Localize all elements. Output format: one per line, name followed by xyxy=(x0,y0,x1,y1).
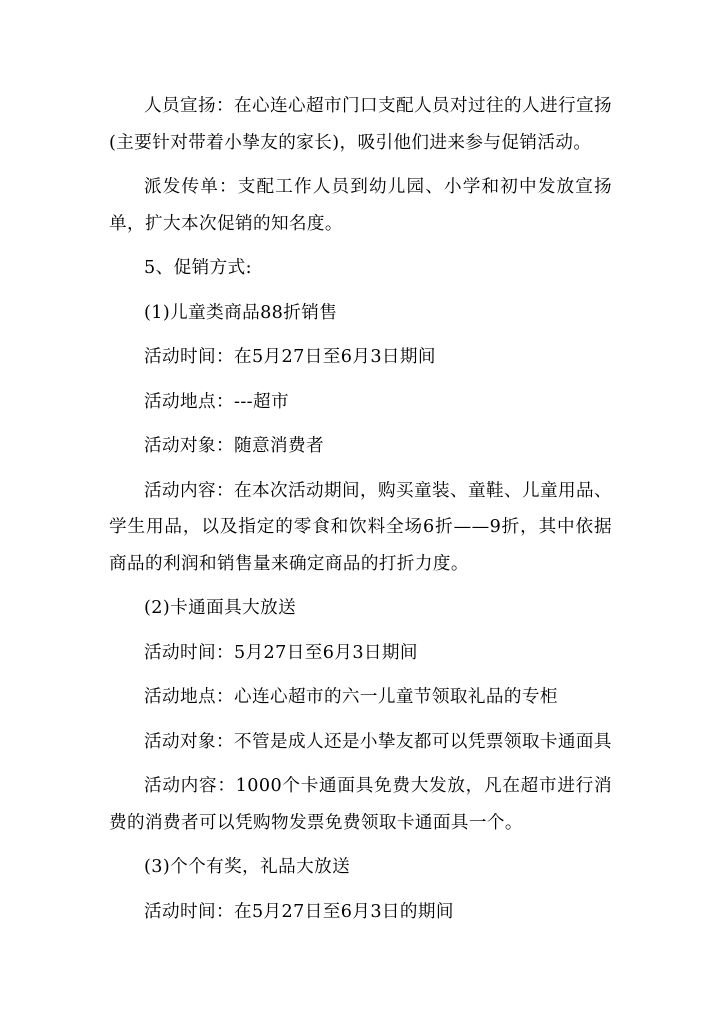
paragraph-activity-content-1: 活动内容：在本次活动期间，购买童装、童鞋、儿童用品、学生用品，以及指定的零食和饮料全场6折——9折，其中依据商品的利润和销售量来确定商品的打折力度。 xyxy=(109,480,612,574)
section-heading-promotion-methods: 5、促销方式: xyxy=(144,258,252,278)
subheading-cartoon-mask-giveaway: (2)卡通面具大放送 xyxy=(144,598,297,618)
paragraph-activity-target-2: 活动对象：不管是成人还是小挚友都可以凭票领取卡通面具 xyxy=(144,731,612,752)
subheading-childrens-discount: (1)儿童类商品88折销售 xyxy=(144,302,338,323)
paragraph-activity-location-2: 活动地点：心连心超市的六一儿童节领取礼品的专柜 xyxy=(144,687,558,707)
paragraph-activity-location-1: 活动地点：---超市 xyxy=(144,391,289,412)
paragraph-activity-time-3: 活动时间：在5月27日至6月3日的期间 xyxy=(144,901,454,922)
paragraph-activity-time-2: 活动时间：5月27日至6月3日期间 xyxy=(144,642,418,663)
document-body xyxy=(109,88,612,938)
paragraph-activity-target-1: 活动对象：随意消费者 xyxy=(144,436,324,456)
subheading-prize-giveaway: (3)个个有奖，礼品大放送 xyxy=(144,857,351,877)
paragraph-activity-content-2: 活动内容：1000个卡通面具免费大发放，凡在超市进行消费的消费者可以凭购物发票免费领取卡通面具一个。 xyxy=(109,776,612,833)
paragraph-flyer-distribution: 派发传单：支配工作人员到幼儿园、小学和初中发放宣扬单，扩大本次促销的知名度。 xyxy=(109,177,612,234)
paragraph-activity-time-1: 活动时间：在5月27日至6月3日期间 xyxy=(144,347,436,367)
paragraph-staff-promotion: 人员宣扬：在心连心超市门口支配人员对过往的人进行宣扬(主要针对带着小挚友的家长)，吸引他们进来参与促销活动。 xyxy=(109,96,612,153)
